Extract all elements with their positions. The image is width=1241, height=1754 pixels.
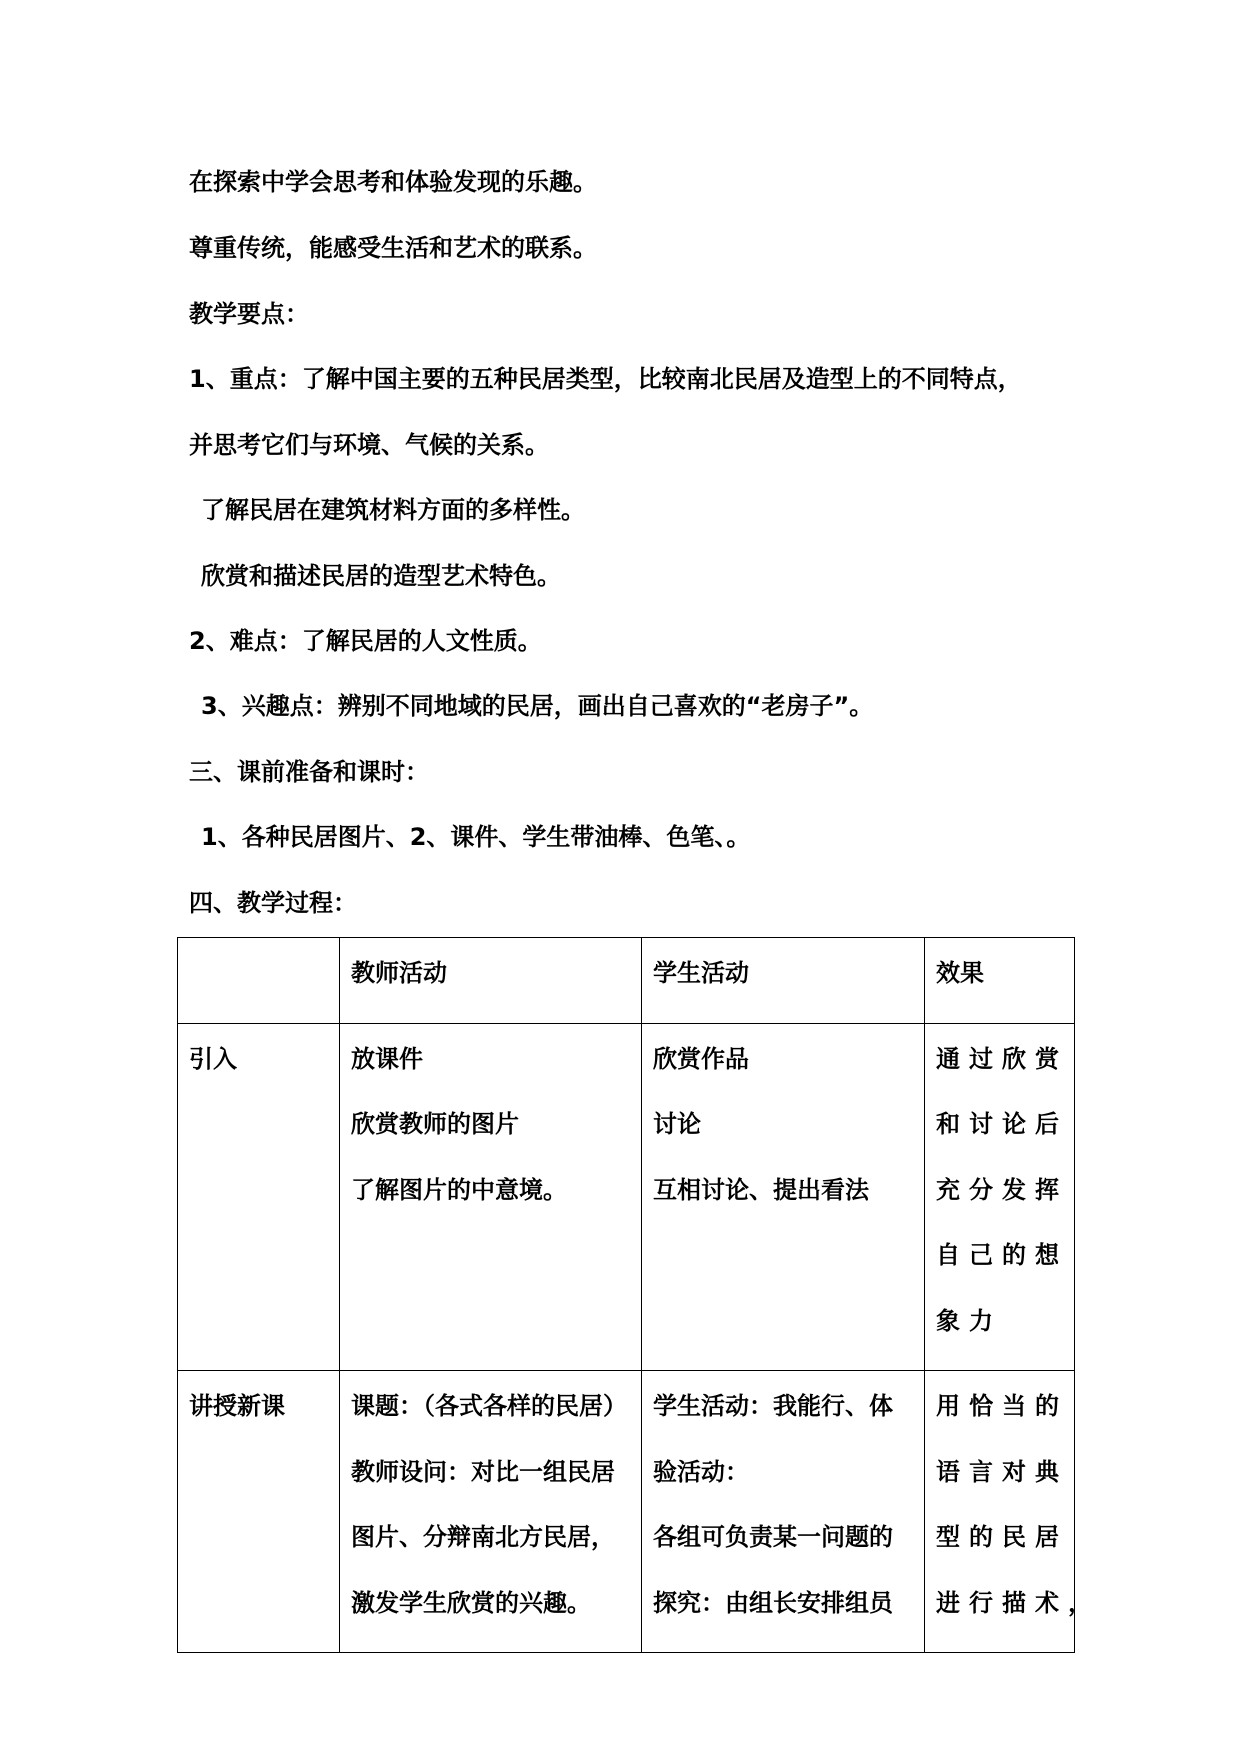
key-point-1-sub-b: 欣赏和描述民居的造型艺术特色。 bbox=[201, 562, 561, 590]
text-line: 学生活动：我能行、体 bbox=[653, 1392, 893, 1420]
table-row bbox=[178, 1023, 1075, 1371]
text-line: 验活动： bbox=[653, 1457, 749, 1486]
key-point-1: 1、重点：了解中国主要的五种民居类型，比较南北民居及造型上的不同特点， bbox=[189, 365, 1022, 393]
text-line: 教师设问：对比一组民居 bbox=[351, 1457, 615, 1486]
effect-cell bbox=[925, 1023, 1075, 1371]
student-activity-cell bbox=[642, 1023, 925, 1371]
text-line: 互相讨论、提出看法 bbox=[653, 1175, 869, 1204]
teaching-process-table bbox=[177, 937, 1101, 1653]
text-line: 欣赏作品 bbox=[653, 1044, 749, 1073]
text-line: 象力 bbox=[936, 1306, 1002, 1335]
text-line: 课题：（各式各样的民居） bbox=[351, 1392, 627, 1420]
text-line: 各组可负责某一问题的 bbox=[653, 1523, 893, 1551]
paragraph-2: 尊重传统，能感受生活和艺术的联系。 bbox=[189, 234, 597, 262]
text-line: 用恰当的 bbox=[936, 1392, 1068, 1420]
teacher-activity-cell bbox=[340, 1371, 642, 1653]
key-point-1-sub-a: 了解民居在建筑材料方面的多样性。 bbox=[201, 496, 585, 524]
text-line: 自己的想 bbox=[936, 1241, 1068, 1269]
section-heading-process: 四、教学过程： bbox=[189, 889, 357, 917]
text-line: 讨论 bbox=[653, 1110, 701, 1138]
text-line: 放课件 bbox=[351, 1044, 423, 1073]
key-point-2: 2、难点：了解民居的人文性质。 bbox=[189, 627, 542, 655]
effect-cell bbox=[925, 1371, 1101, 1653]
text-line: 图片、分辩南北方民居， bbox=[351, 1523, 615, 1551]
text-line: 探究：由组长安排组员 bbox=[653, 1588, 893, 1617]
header-cell-student: 学生活动 bbox=[642, 938, 925, 1024]
paragraph-1: 在探索中学会思考和体验发现的乐趣。 bbox=[189, 168, 597, 196]
text-line: 和讨论后 bbox=[936, 1110, 1068, 1138]
text-line: 了解图片的中意境。 bbox=[351, 1175, 567, 1204]
text-line: 语言对典 bbox=[936, 1457, 1068, 1486]
section-heading-preparation: 三、课前准备和课时： bbox=[189, 758, 429, 786]
text-line: 通过欣赏 bbox=[936, 1044, 1068, 1073]
header-cell-stage bbox=[178, 938, 340, 1024]
text-line: 型的民居 bbox=[936, 1523, 1068, 1551]
header-cell-effect: 效果 bbox=[925, 938, 1075, 1024]
student-activity-cell bbox=[642, 1371, 925, 1653]
key-point-1-continued: 并思考它们与环境、气候的关系。 bbox=[189, 431, 549, 459]
text-line: 充分发挥 bbox=[936, 1175, 1068, 1204]
text-line: 激发学生欣赏的兴趣。 bbox=[351, 1588, 591, 1617]
stage-cell: 讲授新课 bbox=[178, 1371, 340, 1653]
teacher-activity-cell bbox=[340, 1023, 642, 1371]
table-header-row bbox=[178, 938, 1075, 1024]
table-row bbox=[178, 1371, 1075, 1653]
stage-cell: 引入 bbox=[178, 1023, 340, 1371]
text-line: 进行描术， bbox=[936, 1588, 1101, 1617]
section-heading-key-points: 教学要点： bbox=[189, 300, 309, 328]
header-cell-teacher: 教师活动 bbox=[340, 938, 642, 1024]
preparation-items: 1、各种民居图片、2、课件、学生带油棒、色笔、。 bbox=[201, 823, 751, 851]
key-point-3: 3、兴趣点：辨别不同地域的民居，画出自己喜欢的“老房子”。 bbox=[201, 692, 874, 720]
text-line: 欣赏教师的图片 bbox=[351, 1110, 519, 1138]
